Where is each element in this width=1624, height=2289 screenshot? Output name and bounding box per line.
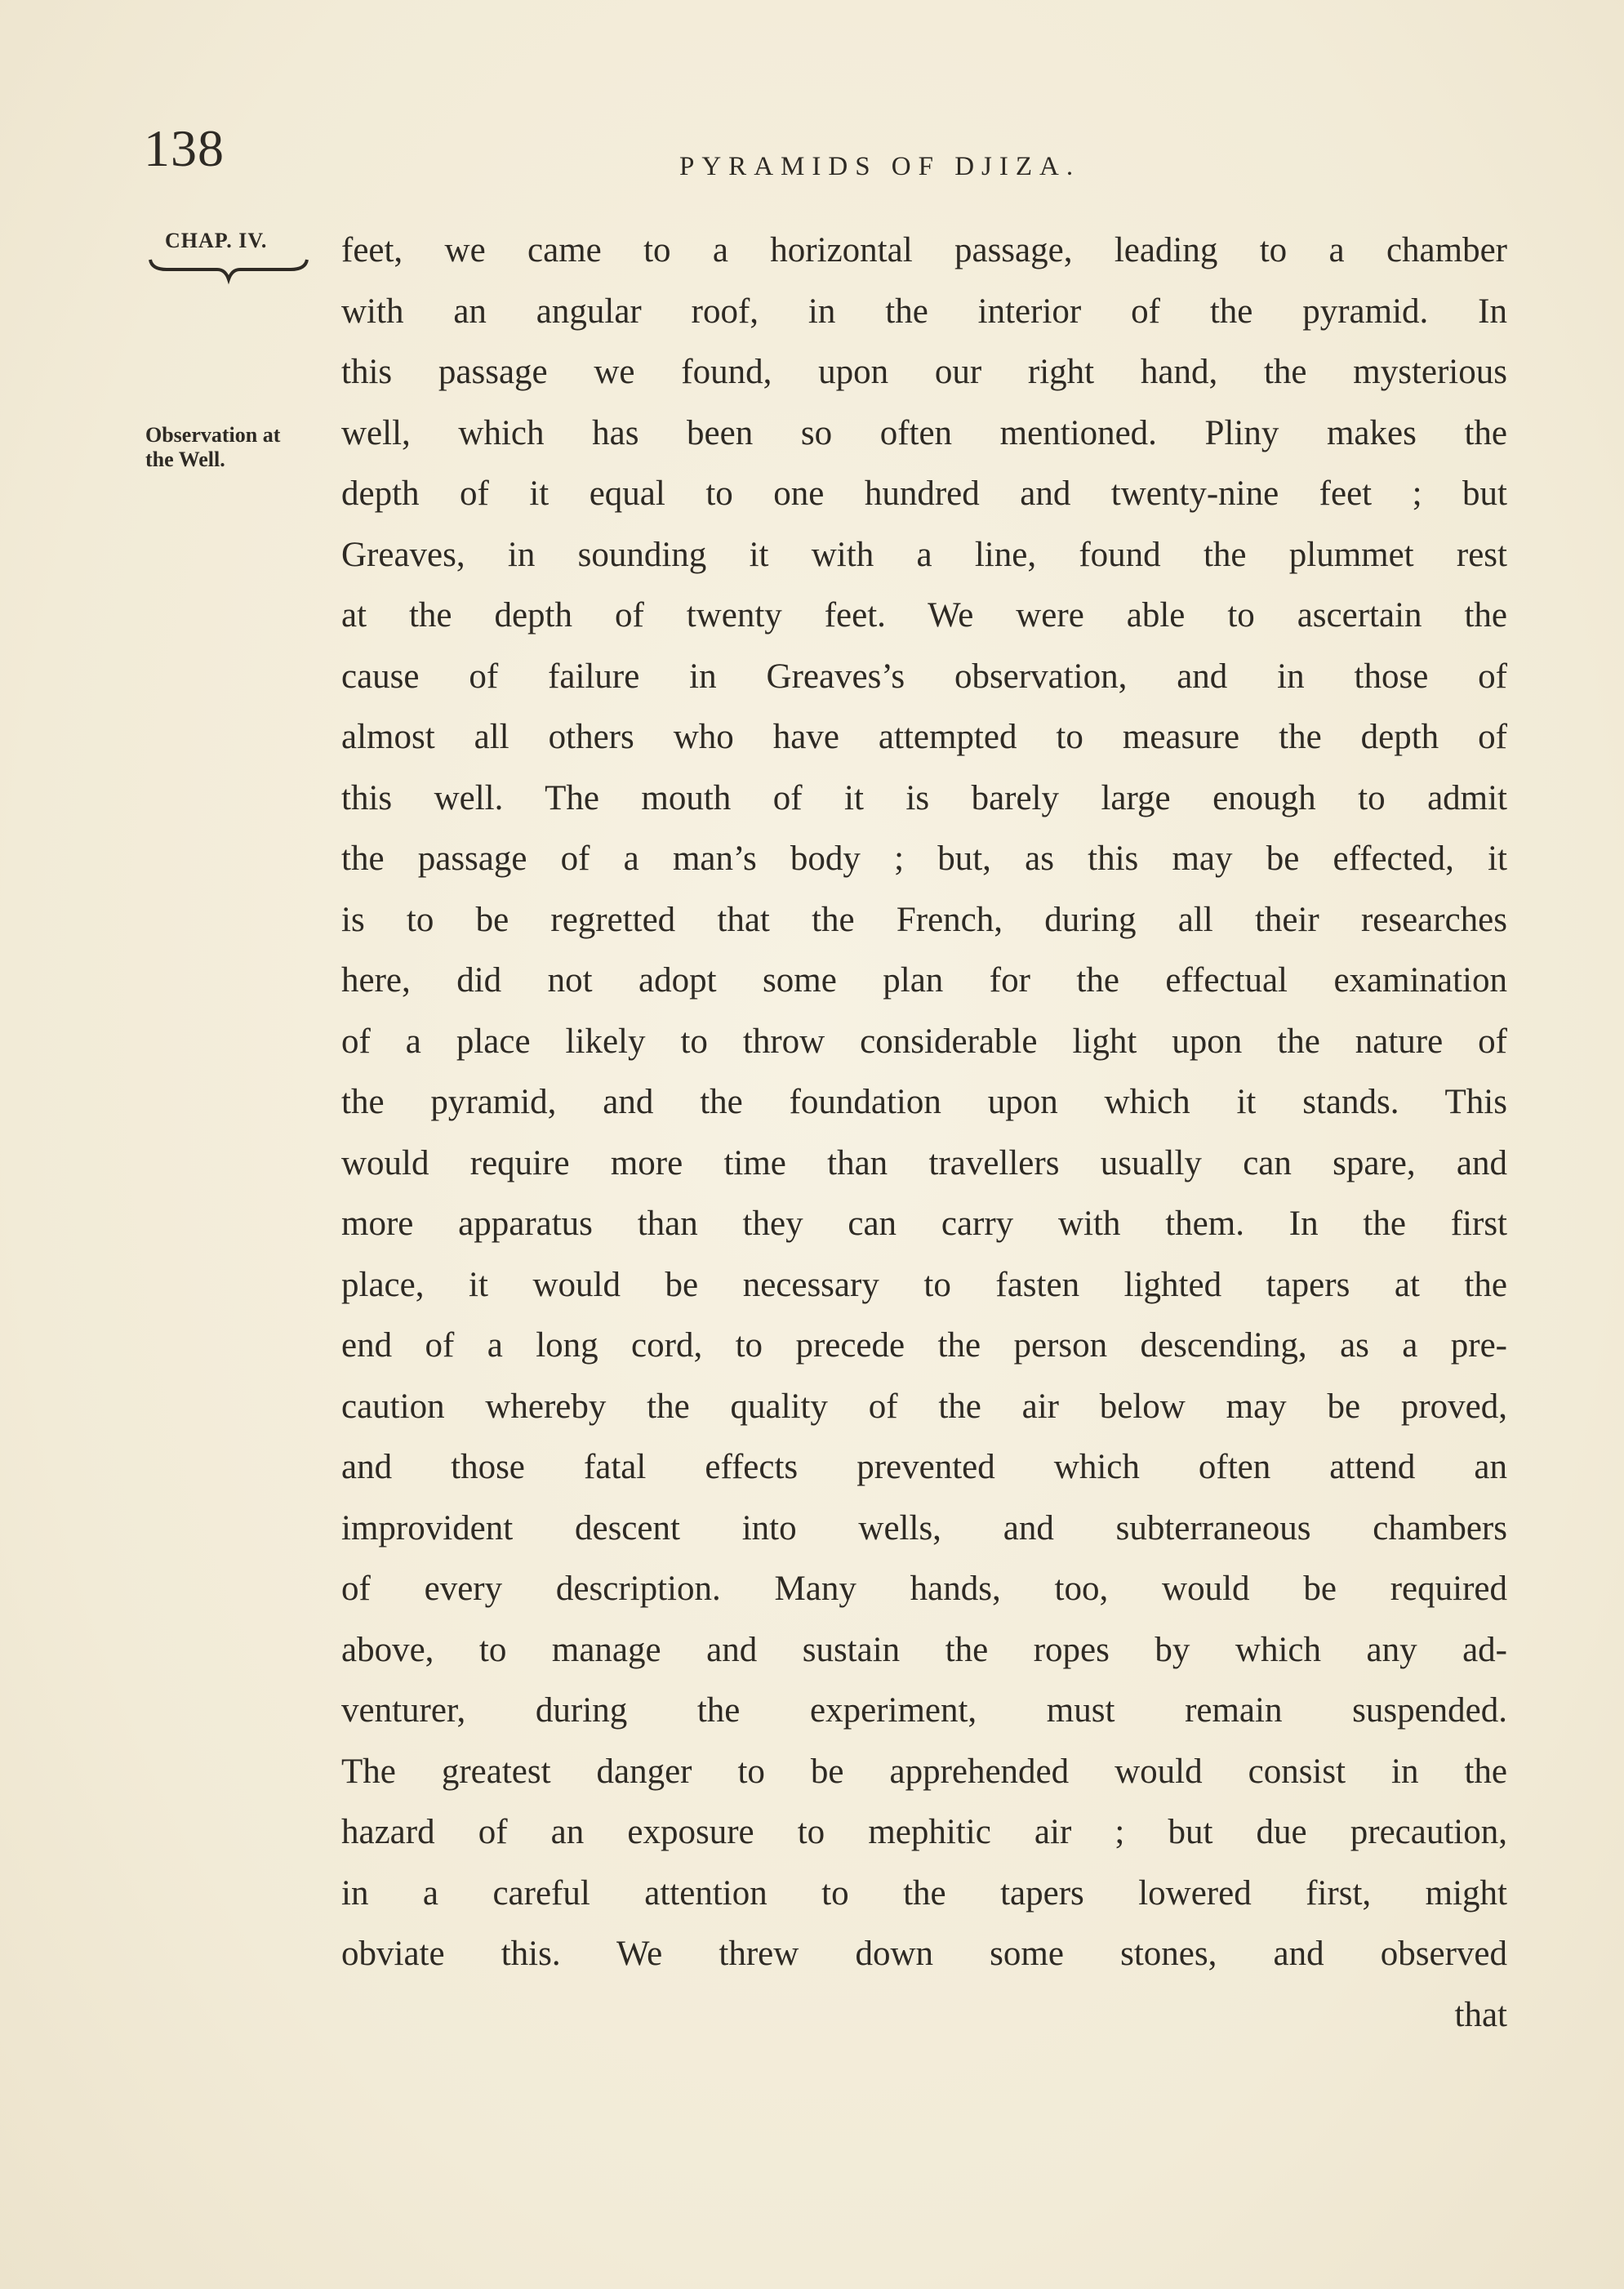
margin-note-line: Observation at	[145, 423, 281, 447]
text-line: above, to manage and sustain the ropes by which any ad-	[341, 1630, 1507, 1669]
text-line: cause of failure in Greaves’s observation, and in those of	[341, 657, 1507, 696]
text-line: more apparatus than they can carry with them. In the first	[341, 1205, 1507, 1243]
chapter-marker	[147, 220, 310, 286]
text-line: hazard of an exposure to mephitic air ; but due precaution,	[341, 1813, 1507, 1851]
text-line: and those fatal effects prevented which often attend an	[341, 1448, 1507, 1486]
text-line: well, which has been so often mentioned. Pliny makes the	[341, 413, 1507, 452]
text-line: of a place likely to throw considerable light upon the nature of	[341, 1022, 1507, 1061]
margin-note-line: the Well.	[145, 448, 225, 471]
text-line: the passage of a man’s body ; but, as this may be effected, it	[341, 839, 1507, 878]
text-line: improvident descent into wells, and subterraneous chambers	[341, 1508, 1507, 1548]
text-line: this well. The mouth of it is barely large enough to admit	[341, 778, 1507, 817]
margin-note	[145, 423, 325, 472]
text-line: here, did not adopt some plan for the effectual examination	[341, 961, 1507, 1000]
text-line: of every description. Many hands, too, would be required	[341, 1570, 1507, 1608]
text-line: feet, we came to a horizontal passage, leading to a chamber	[341, 231, 1507, 269]
text-line: in a careful attention to the tapers lowered first, might	[341, 1873, 1507, 1913]
running-head: PYRAMIDS OF DJIZA.	[679, 152, 1081, 181]
text-line: would require more time than travellers usually can spare, and	[341, 1143, 1507, 1182]
text-line: the pyramid, and the foundation upon which it stands. This	[341, 1083, 1507, 1121]
chapter-label: CHAP. IV.	[165, 229, 268, 252]
text-line: caution whereby the quality of the air below may be proved,	[341, 1387, 1507, 1426]
page-number: 138	[144, 119, 225, 177]
body-text	[341, 220, 1507, 2046]
text-line: almost all others who have attempted to measure the depth of	[341, 718, 1507, 756]
text-line: end of a long cord, to precede the person descending, as a pre-	[341, 1326, 1507, 1365]
text-line: depth of it equal to one hundred and twenty-nine feet ; but	[341, 474, 1507, 513]
text-line: place, it would be necessary to fasten lighted tapers at the	[341, 1265, 1507, 1304]
text-line: venturer, during the experiment, must remain suspended.	[341, 1691, 1507, 1730]
text-line: with an angular roof, in the interior of the pyramid. In	[341, 292, 1507, 331]
text-line: obviate this. We threw down some stones, and observed	[341, 1935, 1507, 1973]
text-line: is to be regretted that the French, during all their researches	[341, 900, 1507, 939]
text-line: The greatest danger to be apprehended would consist in the	[341, 1752, 1507, 1791]
text-line: at the depth of twenty feet. We were able to ascertain the	[341, 596, 1507, 635]
brace-ornament-icon	[147, 256, 310, 289]
text-line: Greaves, in sounding it with a line, found the plummet rest	[341, 535, 1507, 574]
text-line: this passage we found, upon our right hand, the mysterious	[341, 353, 1507, 391]
catchword: that	[1454, 1995, 1507, 2034]
